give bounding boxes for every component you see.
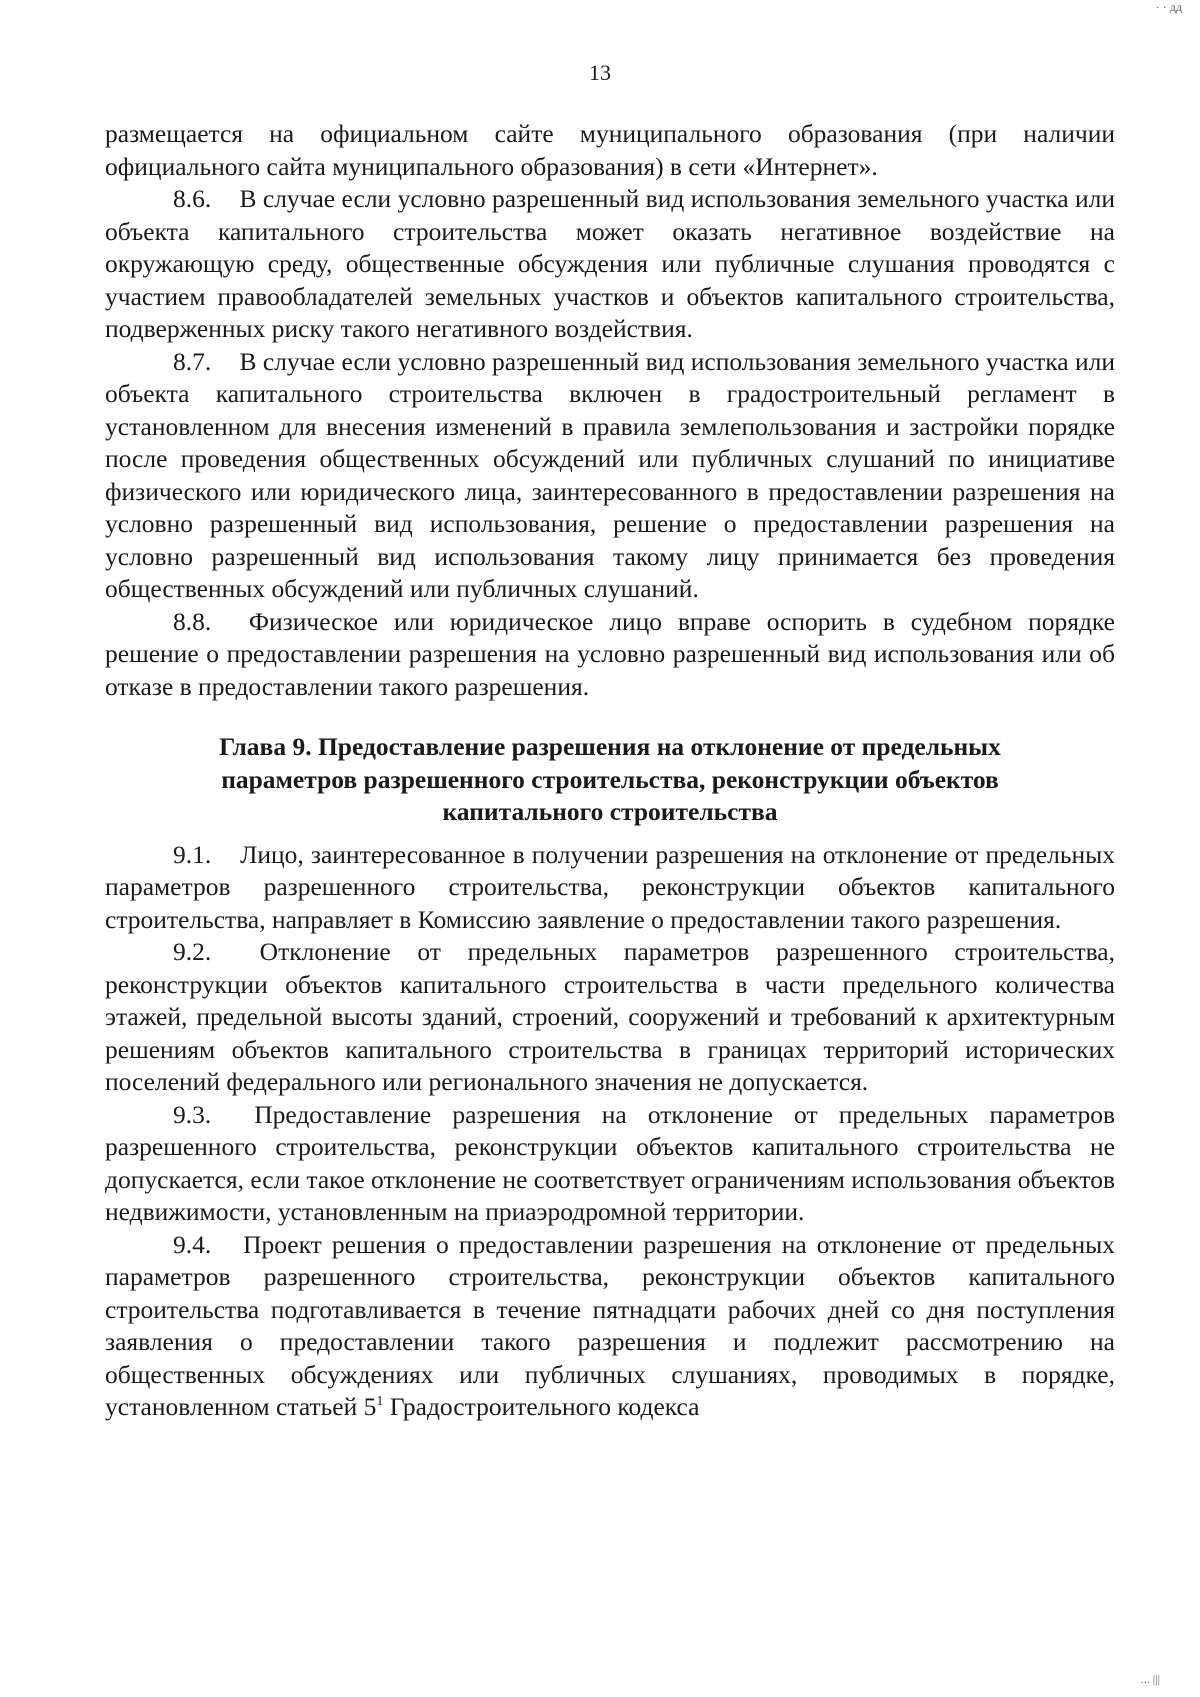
clause-number: 9.3.: [173, 1099, 212, 1129]
clause-text: Отклонение от предельных параметров разрешенного строительства, реконструкции объектов капитального строительства в части предельного количества этажей, предельной высоты зданий, строений, сооружений и требований к архитектурным решениям объектов капитального строительства в границах территорий исторических поселений федерального или регионального значения не допускается.: [105, 937, 1115, 1096]
clause-8-7: [105, 346, 1115, 606]
clause-text-tail: Градостроительного кодекса: [383, 1392, 700, 1421]
page-number: 13: [589, 60, 611, 85]
chapter-9-title: Глава 9. Предоставление разрешения на отклонение от предельных параметров разрешенного строительства, реконструкции объектов капитального строительства: [219, 732, 1001, 826]
clause-text: В случае если условно разрешенный вид использования земельного участка или объекта капитального строительства может оказать негативное воздействие на окружающую среду, общественные обсуждения или публичные слушания проводятся с участием правообладателей земельных участков и объектов капитального строительства, подверженных риску такого негативного воздействия.: [105, 184, 1116, 343]
scan-mark-bottom: ... |||: [1140, 1672, 1160, 1686]
clause-number: 8.8.: [173, 606, 212, 636]
clause-number: 8.7.: [173, 346, 212, 376]
intro-paragraph: размещается на официальном сайте муниципального образования (при наличии официального сайта муниципального образования) в сети «Интернет».: [105, 119, 1115, 181]
article-superscript: 1: [376, 1394, 384, 1409]
clause-8-6: [105, 183, 1115, 346]
clause-9-4: [105, 1229, 1115, 1424]
clause-number: 9.2.: [173, 937, 212, 966]
clause-text: Лицо, заинтересованное в получении разрешения на отклонение от предельных параметров разрешенного строительства, реконструкции объектов капитального строительства, направляет в Комиссию заявление о предоставлении такого разрешения.: [105, 839, 1116, 934]
clause-8-8: [105, 606, 1115, 704]
clause-9-3: [105, 1099, 1115, 1229]
clause-9-2: [105, 936, 1115, 1099]
clause-text: Проект решения о предоставлении разрешения на отклонение от предельных параметров разрешенного строительства, реконструкции объектов капитального строительства подготавливается в течение пятнадцати рабочих дней со дня поступления заявления о предоставлении такого разрешения и подлежит рассмотрению на общественных обсуждениях или публичных слушаниях, проводимых в порядке, установленном статьей 5: [105, 1229, 1115, 1421]
clause-number: 9.4.: [173, 1229, 212, 1259]
clause-text: Физическое или юридическое лицо вправе оспорить в судебном порядке решение о предоставлении разрешения на условно разрешенный вид использования или об отказе в предоставлении такого разрешения.: [105, 606, 1115, 701]
clause-9-1: [105, 839, 1115, 937]
scan-mark-top: · · дд: [1155, 0, 1182, 14]
clause-text: В случае если условно разрешенный вид использования земельного участка или объекта капитального строительства включен в градостроительный регламент в установленном для внесения изменений в правила землепользования и застройки порядке после проведения общественных обсуждений или публичных слушаний по инициативе физического или юридического лица, заинтересованного в предоставлении разрешения на условно разрешенный вид использования, решение о предоставлении разрешения на условно разрешенный вид использования такому лицу принимается без проведения общественных обсуждений или публичных слушаний.: [105, 346, 1116, 603]
clause-text: Предоставление разрешения на отклонение от предельных параметров разрешенного строительства, реконструкции объектов капитального строительства не допускается, если такое отклонение не соответствует ограничениям использования объектов недвижимости, установленным на приаэродромной территории.: [105, 1099, 1115, 1226]
clause-number: 9.1.: [173, 839, 212, 869]
clause-number: 8.6.: [173, 184, 212, 213]
document-body: [105, 118, 1115, 1424]
